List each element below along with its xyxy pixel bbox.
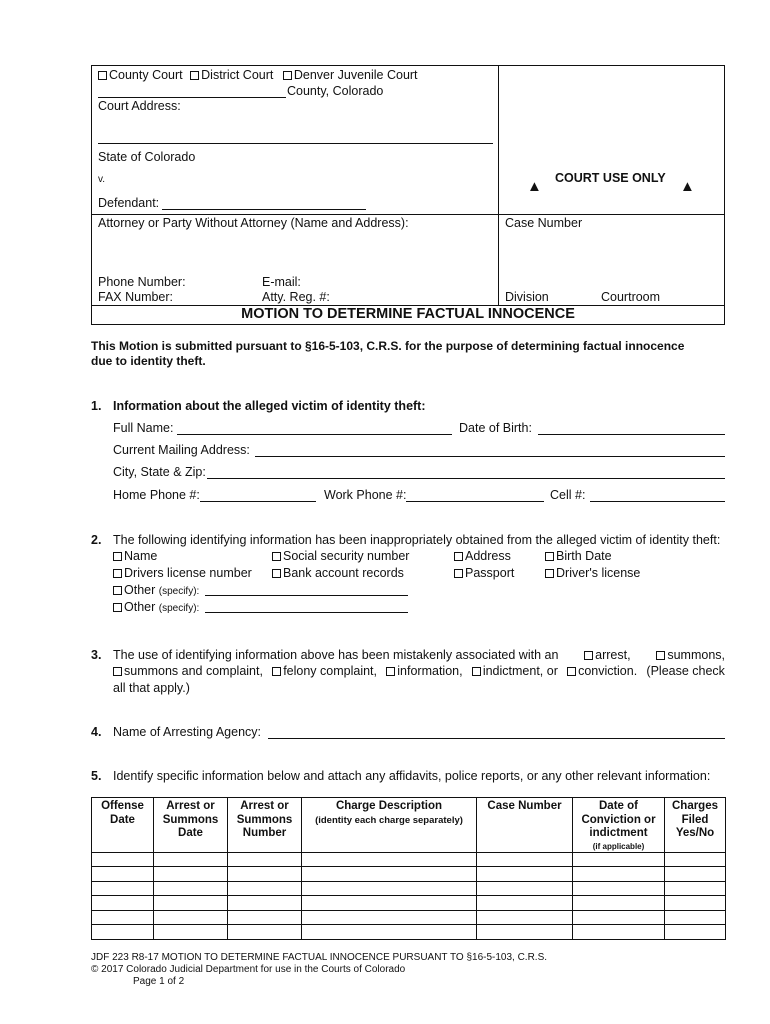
table-cell[interactable]: [477, 896, 573, 911]
table-header-row: [92, 798, 726, 853]
ssn-checkbox[interactable]: [272, 552, 281, 561]
city-state-zip-field[interactable]: [207, 478, 725, 479]
table-cell[interactable]: [477, 881, 573, 896]
check-note: (Please check: [646, 664, 725, 678]
table-cell[interactable]: [154, 925, 228, 940]
case-number-label: Case Number: [505, 216, 583, 230]
intro-line-1: This Motion is submitted pursuant to §16-5-103, C.R.S. for the purpose of determining factual innocence: [91, 339, 685, 353]
table-cell[interactable]: [228, 852, 302, 867]
table-cell[interactable]: [665, 852, 726, 867]
table-cell[interactable]: [228, 881, 302, 896]
section-3-line-2: summons and complaint, felony complaint, information, indictment, or conviction. (Please check: [113, 664, 725, 678]
table-cell[interactable]: [228, 925, 302, 940]
cell-field[interactable]: [590, 501, 725, 502]
other-2-field[interactable]: [205, 612, 408, 613]
table-cell[interactable]: [665, 867, 726, 882]
table-cell[interactable]: [573, 896, 665, 911]
table-cell[interactable]: [665, 910, 726, 925]
table-cell[interactable]: [302, 852, 477, 867]
table-cell[interactable]: [477, 925, 573, 940]
table-cell[interactable]: [573, 925, 665, 940]
county-name-field[interactable]: [98, 97, 286, 98]
option-drivers-license-number: Drivers license number: [113, 566, 252, 580]
table-row: [92, 852, 726, 867]
table-cell[interactable]: [573, 852, 665, 867]
other-1-field[interactable]: [205, 595, 408, 596]
defendant-label: Defendant:: [98, 196, 160, 210]
courtroom-label: Courtroom: [601, 290, 661, 304]
table-cell[interactable]: [477, 852, 573, 867]
table-cell[interactable]: [154, 852, 228, 867]
passport-checkbox[interactable]: [454, 569, 463, 578]
header-charge-description: Charge Description (identity each charge separately): [302, 798, 477, 853]
other-1-checkbox[interactable]: [113, 586, 122, 595]
table-cell[interactable]: [302, 910, 477, 925]
up-arrow-icon-right: ▲: [680, 178, 695, 195]
mailing-address-field[interactable]: [255, 456, 725, 457]
header-charges-filed: Charges Filed Yes/No: [665, 798, 726, 853]
arresting-agency-field[interactable]: [268, 738, 725, 739]
table-cell[interactable]: [573, 881, 665, 896]
court-options: County Court District Court Denver Juvenile Court: [98, 68, 418, 82]
dob-field[interactable]: [538, 434, 725, 435]
conviction-checkbox[interactable]: [567, 667, 576, 676]
defendant-field[interactable]: [162, 209, 366, 210]
drivers-license-checkbox[interactable]: [545, 569, 554, 578]
court-use-only-label: COURT USE ONLY: [555, 171, 666, 185]
other-2-checkbox[interactable]: [113, 603, 122, 612]
up-arrow-icon-left: ▲: [527, 178, 542, 195]
city-state-zip-label: City, State & Zip:: [113, 465, 206, 479]
option-other-2: Other (specify):: [113, 600, 199, 614]
table-cell[interactable]: [92, 881, 154, 896]
home-phone-field[interactable]: [200, 501, 316, 502]
section-1-heading: Information about the alleged victim of identity theft:: [113, 399, 426, 413]
header-arrest-date: Arrest or Summons Date: [154, 798, 228, 853]
table-row: [92, 910, 726, 925]
home-phone-label: Home Phone #:: [113, 488, 200, 502]
arrest-checkbox[interactable]: [584, 651, 593, 660]
section-2-number: 2.: [91, 533, 102, 547]
work-phone-field[interactable]: [406, 501, 544, 502]
option-ssn: Social security number: [272, 549, 409, 563]
footer-copyright: © 2017 Colorado Judicial Department for use in the Courts of Colorado: [91, 964, 406, 975]
denver-juvenile-court-checkbox[interactable]: [283, 71, 292, 80]
section-5-text: Identify specific information below and attach any affidavits, police reports, or any other relevant information:: [113, 769, 711, 783]
table-cell[interactable]: [154, 881, 228, 896]
header-arrest-number: Arrest or Summons Number: [228, 798, 302, 853]
table-cell[interactable]: [573, 910, 665, 925]
section-4-number: 4.: [91, 725, 102, 739]
intro-line-2: due to identity theft.: [91, 354, 206, 368]
option-other-1: Other (specify):: [113, 583, 199, 597]
email-label: E-mail:: [262, 275, 301, 289]
address-checkbox[interactable]: [454, 552, 463, 561]
county-court-checkbox[interactable]: [98, 71, 107, 80]
footer-page-number: Page 1 of 2: [133, 976, 185, 987]
table-cell[interactable]: [573, 867, 665, 882]
cell-label: Cell #:: [550, 488, 586, 502]
offense-table: [91, 797, 726, 940]
felony-complaint-checkbox[interactable]: [272, 667, 281, 676]
table-cell[interactable]: [477, 867, 573, 882]
summons-complaint-checkbox[interactable]: [113, 667, 122, 676]
document-title: MOTION TO DETERMINE FACTUAL INNOCENCE: [241, 306, 575, 322]
plaintiff-name: State of Colorado: [98, 150, 196, 164]
table-cell[interactable]: [477, 910, 573, 925]
district-court-checkbox[interactable]: [190, 71, 199, 80]
county-suffix: County, Colorado: [287, 84, 384, 98]
drivers-license-number-checkbox[interactable]: [113, 569, 122, 578]
caption-divider-vertical: [498, 65, 499, 305]
table-row: [92, 896, 726, 911]
section-3-line-3: all that apply.): [113, 681, 190, 695]
arresting-agency-label: Name of Arresting Agency:: [113, 725, 261, 739]
table-cell[interactable]: [302, 896, 477, 911]
table-cell[interactable]: [665, 925, 726, 940]
versus: v.: [98, 174, 106, 185]
bank-records-checkbox[interactable]: [272, 569, 281, 578]
table-cell[interactable]: [92, 925, 154, 940]
caption-box: [91, 65, 725, 325]
option-bank-records: Bank account records: [272, 566, 404, 580]
header-offense-date: Offense Date: [92, 798, 154, 853]
table-cell[interactable]: [228, 867, 302, 882]
table-cell[interactable]: [92, 910, 154, 925]
table-cell[interactable]: [302, 867, 477, 882]
full-name-label: Full Name:: [113, 421, 174, 435]
option-address: Address: [454, 549, 511, 563]
full-name-field[interactable]: [177, 434, 452, 435]
table-cell[interactable]: [92, 852, 154, 867]
phone-label: Phone Number:: [98, 275, 186, 289]
table-cell[interactable]: [228, 896, 302, 911]
section-1-number: 1.: [91, 399, 102, 413]
table-cell[interactable]: [154, 867, 228, 882]
table-row: [92, 881, 726, 896]
table-cell[interactable]: [154, 910, 228, 925]
name-checkbox[interactable]: [113, 552, 122, 561]
table-cell[interactable]: [665, 881, 726, 896]
dob-label: Date of Birth:: [459, 421, 532, 435]
summons-checkbox[interactable]: [656, 651, 665, 660]
table-cell[interactable]: [92, 867, 154, 882]
atty-reg-label: Atty. Reg. #:: [262, 290, 330, 304]
table-cell[interactable]: [228, 910, 302, 925]
section-2-text: The following identifying information has been inappropriately obtained from the alleged victim of identity theft:: [113, 533, 721, 547]
option-birth-date: Birth Date: [545, 549, 612, 563]
division-label: Division: [505, 290, 549, 304]
court-address-label: Court Address:: [98, 99, 181, 113]
option-passport: Passport: [454, 566, 514, 580]
table-cell[interactable]: [92, 896, 154, 911]
attorney-label: Attorney or Party Without Attorney (Name and Address):: [98, 216, 409, 230]
birth-date-checkbox[interactable]: [545, 552, 554, 561]
table-cell[interactable]: [302, 925, 477, 940]
table-row: [92, 867, 726, 882]
information-checkbox[interactable]: [386, 667, 395, 676]
section-5-number: 5.: [91, 769, 102, 783]
table-row: [92, 925, 726, 940]
section-3-line-1: The use of identifying information above has been mistakenly associated with an arrest, summons,: [113, 648, 725, 662]
option-name: Name: [113, 549, 157, 563]
mailing-address-label: Current Mailing Address:: [113, 443, 250, 457]
work-phone-label: Work Phone #:: [324, 488, 407, 502]
fax-label: FAX Number:: [98, 290, 174, 304]
footer-form-id: JDF 223 R8-17 MOTION TO DETERMINE FACTUAL INNOCENCE PURSUANT TO §16-5-103, C.R.S.: [91, 952, 548, 963]
header-conviction-date: Date of Conviction or indictment (if applicable): [573, 798, 665, 853]
table-cell[interactable]: [154, 896, 228, 911]
option-drivers-license: Driver's license: [545, 566, 640, 580]
indictment-checkbox[interactable]: [472, 667, 481, 676]
header-case-number: Case Number: [477, 798, 573, 853]
court-address-field[interactable]: [98, 143, 493, 144]
section-3-number: 3.: [91, 648, 102, 662]
table-cell[interactable]: [665, 896, 726, 911]
caption-divider-horizontal: [91, 214, 725, 215]
table-cell[interactable]: [302, 881, 477, 896]
